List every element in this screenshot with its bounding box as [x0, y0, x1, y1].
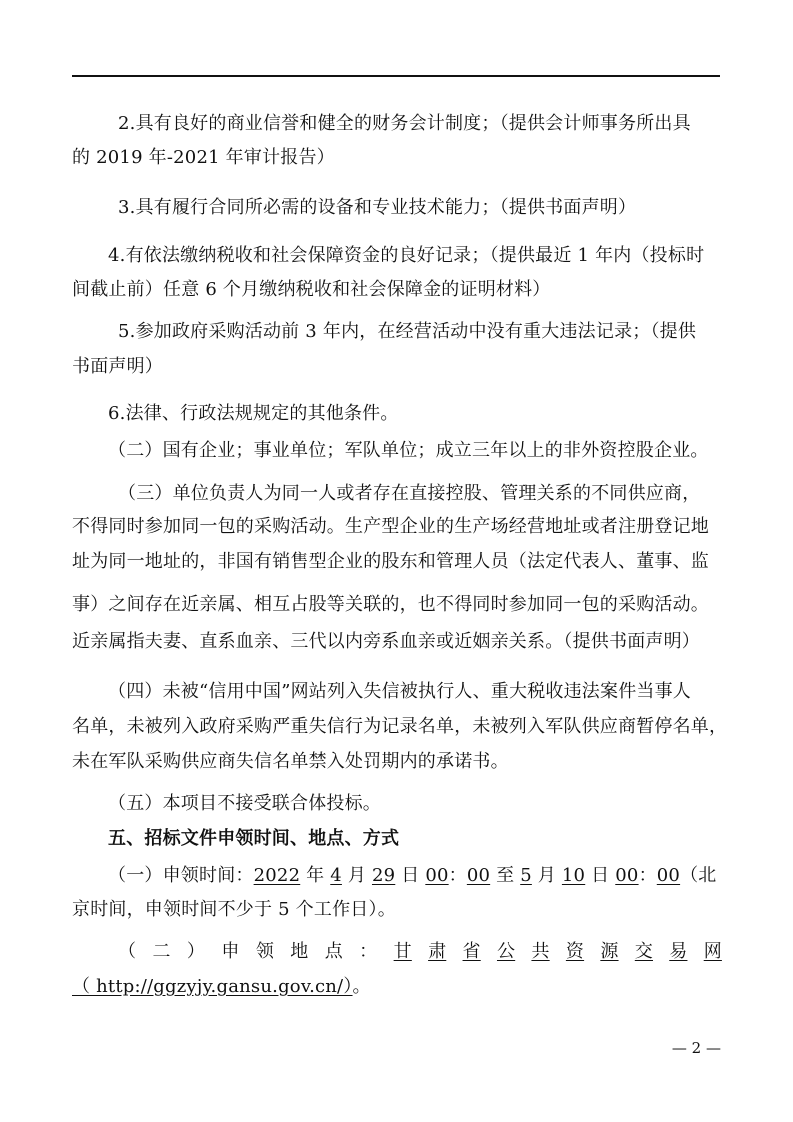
paragraph-line: （五）本项目不接受联合体投标。	[108, 793, 381, 814]
paragraph-line: 近亲属指夫妻、直系血亲、三代以内旁系血亲或近姻亲关系。（提供书面声明）	[72, 631, 700, 652]
apply-time-line-2: 京时间，申领时间不少于 5 个工作日）。	[72, 899, 396, 920]
platform-url-link[interactable]: （ http://ggzyjy.gansu.gov.cn/）	[72, 976, 353, 997]
apply-place-line: （ 二 ） 申 领 地 点 ： 甘 肃 省 公 共 资 源 交 易 网	[118, 941, 722, 962]
paragraph-line: （四）未被“信用中国”网站列入失信被执行人、重大税收违法案件当事人	[108, 681, 692, 702]
paragraph-line: 址为同一地址的，非国有销售型企业的股东和管理人员（法定代表人、董事、监	[72, 551, 709, 572]
paragraph-line: 4.有依法缴纳税收和社会保障资金的良好记录；（提供最近 1 年内（投标时	[108, 245, 705, 266]
paragraph-line: 5.参加政府采购活动前 3 年内，在经营活动中没有重大违法记录；（提供	[118, 321, 697, 342]
paragraph-line: 2.具有良好的商业信誉和健全的财务会计制度；（提供会计师事务所出具	[118, 113, 691, 134]
apply-place-url-line: （ http://ggzyjy.gansu.gov.cn/）。	[72, 976, 371, 997]
header-rule	[72, 75, 720, 77]
paragraph-line: 的 2019 年-2021 年审计报告）	[72, 147, 335, 168]
paragraph-line: 间截止前）任意 6 个月缴纳税收和社会保障金的证明材料）	[72, 279, 551, 300]
paragraph-line: 3.具有履行合同所必需的设备和专业技术能力；（提供书面声明）	[118, 197, 637, 218]
paragraph-line: 事）之间存在近亲属、相互占股等关联的，也不得同时参加同一包的采购活动。	[72, 594, 709, 615]
paragraph-line: 名单，未被列入政府采购严重失信行为记录名单，未被列入军队供应商暂停名单，	[72, 716, 728, 737]
paragraph-line: （二）国有企业；事业单位；军队单位；成立三年以上的非外资控股企业。	[108, 440, 709, 461]
apply-time-line: （一）申领时间：2022 年 4 月 29 日 00：00 至 5 月 10 日 00：00（北	[108, 865, 717, 886]
section-heading: 五、招标文件申领时间、地点、方式	[108, 828, 400, 849]
paragraph-line: 书面声明）	[72, 356, 163, 377]
page-number: — 2 —	[671, 1039, 721, 1057]
paragraph-line: 6.法律、行政法规规定的其他条件。	[108, 403, 399, 424]
paragraph-line: （三）单位负责人为同一人或者存在直接控股、管理关系的不同供应商，	[118, 483, 701, 504]
paragraph-line: 不得同时参加同一包的采购活动。生产型企业的生产场经营地址或者注册登记地	[72, 516, 709, 537]
paragraph-line: 未在军队采购供应商失信名单禁入处罚期内的承诺书。	[72, 751, 509, 772]
